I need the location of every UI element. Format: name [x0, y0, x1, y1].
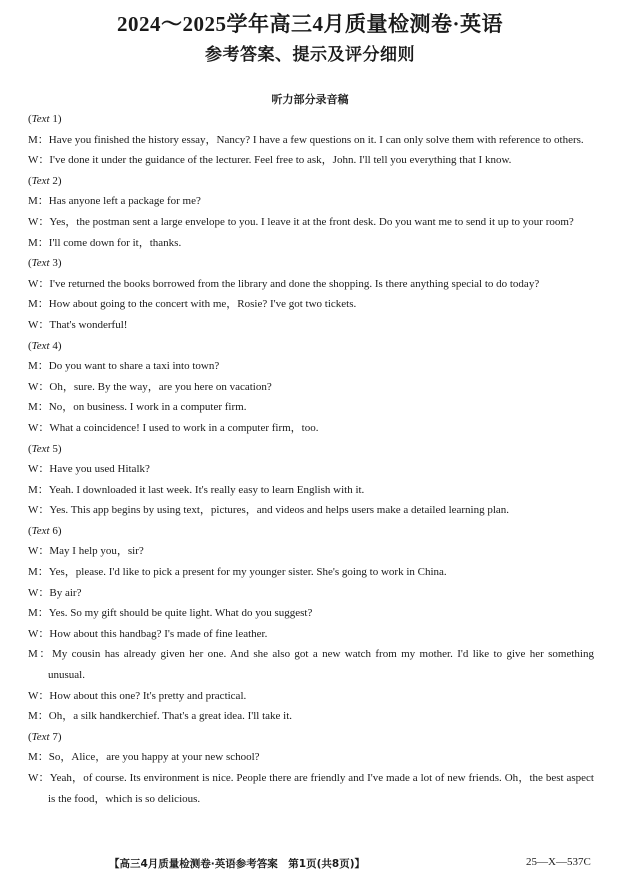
dialog-line: W：By air?	[28, 586, 82, 599]
dialog-line: M：Yes，please. I'd like to pick a present for my younger sister. She's going to work in China.	[28, 566, 447, 579]
dialog-line: W：Yes. This app begins by using text，pictures，and videos and helps users make a detailed learning plan.	[28, 504, 510, 517]
dialog-line: W：I've returned the books borrowed from the library and done the shopping. Is there anything special to do today?	[28, 277, 540, 290]
text-label: (Text 4)	[28, 339, 62, 352]
footer-code: 25—X—537C	[526, 856, 591, 868]
dialog-line: M：My cousin has already given her one. And she also got a new watch from my mother. I'd like to give her something unusual.	[28, 648, 594, 682]
dialog-line: M：So，Alice，are you happy at your new school?	[28, 751, 260, 764]
dialog-line: M：Has anyone left a package for me?	[28, 195, 201, 208]
text-label-word: Text	[31, 524, 50, 537]
dialog-line: M：No，on business. I work in a computer firm.	[28, 401, 247, 414]
dialog-line: W：Oh，sure. By the way，are you here on vacation?	[28, 380, 272, 393]
dialog-line: W：How about this one? It's pretty and practical.	[28, 689, 247, 702]
dialog-line: M：Yeah. I downloaded it last week. It's really easy to learn English with it.	[28, 483, 365, 496]
dialog-line: M：Do you want to share a taxi into town?	[28, 360, 220, 373]
text-label: (Text 6)	[28, 524, 62, 537]
text-label-word: Text	[31, 113, 50, 125]
dialog-line: W：How about this handbag? I's made of fine leather.	[28, 627, 268, 640]
dialog-line: W：What a coincidence! I used to work in a computer firm，too.	[28, 421, 319, 434]
text-label: (Text 3)	[28, 257, 62, 270]
text-label: (Text 2)	[28, 174, 62, 187]
text-label-word: Text	[31, 442, 50, 455]
document-subtitle: 参考答案、提示及评分细则	[205, 45, 415, 64]
dialog-line: W：Yeah，of course. Its environment is nice. People there are friendly and I've made a lot of new friends. Oh，the best aspect is the food，which is so delicious.	[28, 772, 594, 805]
dialog-line: W：May I help you，sir?	[28, 545, 144, 558]
dialog-line: M：How about going to the concert with me，Rosie? I've got two tickets.	[28, 298, 357, 311]
dialog-line: W：That's wonderful!	[28, 318, 128, 331]
transcript-body	[28, 109, 594, 809]
text-label: (Text 5)	[28, 442, 62, 455]
text-label: (Text 7)	[28, 730, 62, 743]
text-label-word: Text	[31, 730, 50, 743]
dialog-line: W：Have you used Hitalk?	[28, 463, 150, 476]
dialog-line: W：Yes，the postman sent a large envelope to you. I leave it at the front desk. Do you want me to send it up to your room?	[28, 215, 574, 228]
dialog-line: M：I'll come down for it，thanks.	[28, 236, 182, 249]
text-label-word: Text	[31, 257, 50, 270]
document-title: 2024～2025学年高三4月质量检测卷·英语	[116, 12, 503, 36]
text-label: (Text 1)	[28, 113, 62, 125]
dialog-line: M：Oh，a silk handkerchief. That's a great idea. I'll take it.	[28, 710, 293, 723]
text-label-word: Text	[31, 174, 50, 187]
dialog-line: M：Yes. So my gift should be quite light. What do you suggest?	[28, 607, 313, 620]
section-heading: 听力部分录音稿	[271, 93, 349, 106]
dialog-line: W：I've done it under the guidance of the lecturer. Feel free to ask，John. I'll tell you everything that I know.	[28, 154, 512, 167]
dialog-line: M：Have you finished the history essay，Nancy? I have a few questions on it. I can only solve them with reference to others.	[28, 133, 584, 146]
footer-page-info: 【高三4月质量检测卷·英语参考答案 第1页(共8页)】	[109, 858, 366, 870]
text-label-word: Text	[31, 339, 50, 352]
